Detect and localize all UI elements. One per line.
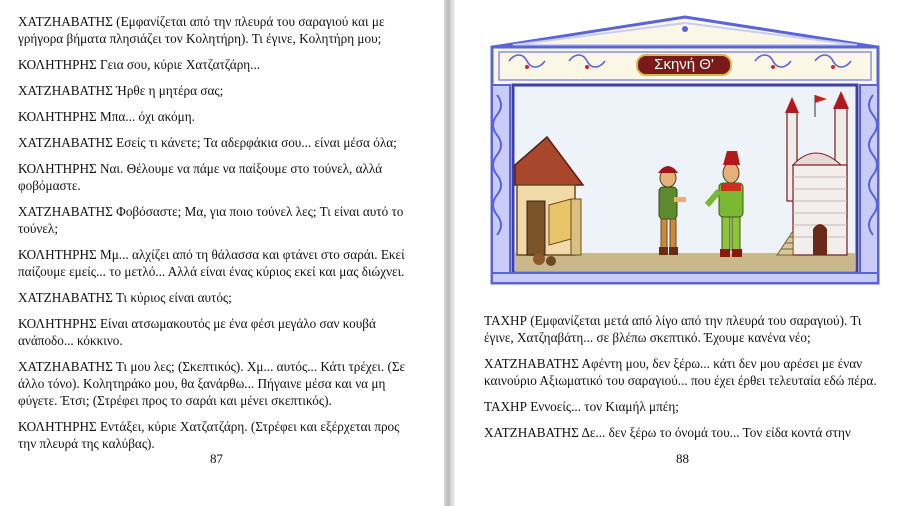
dialogue-paragraph: ΚΟΛΗΤΗΡΗΣ Μμ... αλχίζει από τη θάλασσα και φτάνει στο σαράι. Εκεί παίζουμε εμείς... το μετλό... Αλλά είναι ένας κύριος εκεί και μας διώχνει. — [18, 247, 405, 279]
dialogue-paragraph: ΧΑΤΖΗΑΒΑΤΗΣ Τι μου λες; (Σκεπτικός). Χμ... αυτός... Κάτι τρέχει. (Σε άλλο τόνο). Κολητηράκο μου, θα ξανάρθω... Πήγαινε μέσα και να μη φύγετε. Έτσι; (Στρέφει προς το σαράι και μένει σκεπτικός). — [18, 359, 406, 408]
right-page-text — [484, 312, 889, 450]
dialogue-paragraph: ΧΑΤΖΗΑΒΑΤΗΣ (Εμφανίζεται από την πλευρά του σαραγιού και με γρήγορα βήματα πλησιάζει τον Κολητήρη). Τι έγινε, Κολητήρη μου; — [18, 14, 385, 46]
left-page-text — [18, 13, 418, 461]
page-number-left: 87 — [210, 451, 223, 466]
dialogue-paragraph: ΚΟΛΗΤΗΡΗΣ Μπα... όχι ακόμη. — [18, 109, 195, 124]
dialogue-paragraph: ΚΟΛΗΤΗΡΗΣ Εντάξει, κύριε Χατζατζάρη. (Στρέφει και εξέρχεται προς την πλευρά της καλύβας). — [18, 419, 400, 451]
dialogue-paragraph: ΤΑΧΗΡ Εννοείς... τον Κιαμήλ μπέη; — [484, 399, 679, 414]
dialogue-paragraph: ΧΑΤΖΗΑΒΑΤΗΣ Ήρθε η μητέρα σας; — [18, 83, 224, 98]
book-gutter — [444, 0, 455, 506]
dialogue-paragraph: ΧΑΤΖΗΑΒΑΤΗΣ Τι κύριος είναι αυτός; — [18, 290, 232, 305]
dialogue-paragraph: ΧΑΤΖΗΑΒΑΤΗΣ Δε... δεν ξέρω το όνομά του... Τον είδα κοντά στην — [484, 425, 851, 440]
dialogue-paragraph: ΧΑΤΖΗΑΒΑΤΗΣ Φοβόσαστε; Μα, για ποιο τούνελ λες; Τι είναι αυτό το τούνελ; — [18, 204, 404, 236]
dialogue-paragraph: ΧΑΤΖΗΑΒΑΤΗΣ Αφέντη μου, δεν ξέρω... κάτι δεν μου αρέσει με έναν καινούριο Αξιωματικό του σαραγιού... που έχει έρθει τελευταία εδώ πέρα. — [484, 356, 877, 388]
dialogue-paragraph: ΧΑΤΖΗΑΒΑΤΗΣ Εσείς τι κάνετε; Τα αδερφάκια σου... είναι μέσα όλα; — [18, 135, 397, 150]
dialogue-paragraph: ΚΟΛΗΤΗΡΗΣ Ναι. Θέλουμε να πάμε να παίξουμε στο τούνελ, αλλά φοβόμαστε. — [18, 161, 383, 193]
page-number-right: 88 — [676, 451, 689, 466]
scene-label: Σκηνή Θ' — [636, 54, 732, 76]
dialogue-paragraph: ΚΟΛΗΤΗΡΗΣ Είναι ατσωμακουτός με ένα φέσι μεγάλο σαν κουβά ανάποδο... κόκκινο. — [18, 316, 376, 348]
dialogue-paragraph: ΚΟΛΗΤΗΡΗΣ Γεια σου, κύριε Χατζατζάρη... — [18, 57, 261, 72]
dialogue-paragraph: ΤΑΧΗΡ (Εμφανίζεται μετά από λίγο από την πλευρά του σαραγιού). Τι έγινε, Χατζηαβάτη... σε βλέπω σκεπτικό. Έχουμε κανένα νέο; — [484, 313, 862, 345]
